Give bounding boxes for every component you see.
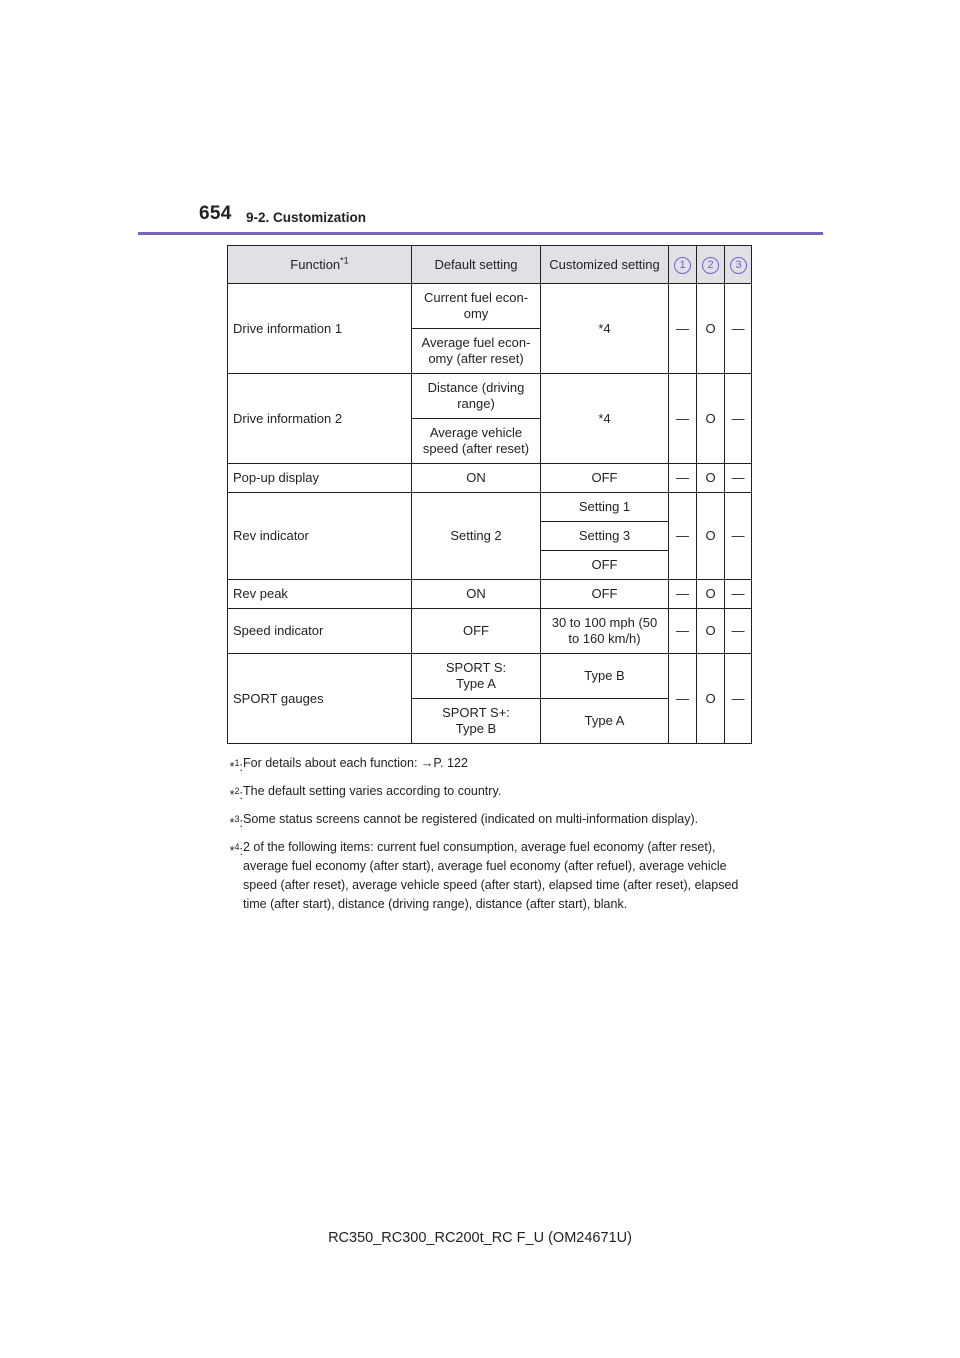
default-cell: ON [412, 464, 541, 493]
default-cell: Current fuel econ- omy [412, 284, 541, 329]
method-3-cell: — [725, 609, 752, 654]
function-cell: Rev peak [228, 580, 412, 609]
table-row [228, 654, 752, 699]
default-cell: Setting 2 [412, 493, 541, 580]
function-cell: SPORT gauges [228, 654, 412, 744]
table-row [228, 464, 752, 493]
method-2-cell: O [697, 284, 725, 374]
customized-cell: OFF [541, 580, 669, 609]
default-cell: Average vehicle speed (after reset) [412, 419, 541, 464]
footnotes [207, 754, 752, 919]
method-2-cell: O [697, 493, 725, 580]
function-cell: Drive information 1 [228, 284, 412, 374]
method-3-cell: — [725, 580, 752, 609]
method-1-cell: — [669, 374, 697, 464]
default-cell: OFF [412, 609, 541, 654]
method-2-header [697, 246, 725, 284]
table-row [228, 284, 752, 329]
customized-cell: Setting 3 [541, 522, 669, 551]
number-3-icon: 3 [730, 257, 747, 274]
footnote-mark: *$^4$: [229, 842, 243, 859]
method-1-cell: — [669, 284, 697, 374]
method-1-cell: — [669, 609, 697, 654]
method-3-header [725, 246, 752, 284]
customized-cell: OFF [541, 551, 669, 580]
method-3-cell: — [725, 284, 752, 374]
customized-cell: OFF [541, 464, 669, 493]
number-2-icon: 2 [702, 257, 719, 274]
method-1-cell: — [669, 580, 697, 609]
number-1-icon: 1 [674, 257, 691, 274]
footnote-text: 2 of the following items: current fuel consumption, average fuel economy (after reset), average fuel economy (after start), average fuel economy (after refuel), average vehicle speed (after reset), average vehicle speed (after start), elapsed time (after reset), elapsed time (after start), distance (driving range), distance (after start), blank. [243, 840, 739, 912]
method-2-cell: O [697, 609, 725, 654]
method-1-header [669, 246, 697, 284]
footnote-text: Some status screens cannot be registered (indicated on multi-information display). [243, 812, 699, 827]
method-2-cell: O [697, 654, 725, 744]
customized-cell: 30 to 100 mph (50 to 160 km/h) [541, 609, 669, 654]
section-title: 9-2. Customization [246, 210, 367, 225]
method-3-cell: — [725, 654, 752, 744]
function-cell: Pop-up display [228, 464, 412, 493]
method-3-cell: — [725, 374, 752, 464]
footnote [207, 810, 752, 833]
method-2-cell: O [697, 464, 725, 493]
method-2-cell: O [697, 374, 725, 464]
table-row [228, 493, 752, 522]
customized-cell: *4 [541, 284, 669, 374]
method-2-cell: O [697, 580, 725, 609]
customized-cell: Type B [541, 654, 669, 699]
table-row [228, 580, 752, 609]
function-cell: Speed indicator [228, 609, 412, 654]
customization-table [227, 245, 752, 744]
footnote-mark: *$^2$: [229, 786, 243, 803]
header-rule [138, 232, 823, 235]
default-cell: ON [412, 580, 541, 609]
customized-cell: Setting 1 [541, 493, 669, 522]
method-3-cell: — [725, 464, 752, 493]
default-cell: SPORT S+: Type B [412, 699, 541, 744]
method-1-cell: — [669, 493, 697, 580]
footnote [207, 782, 752, 805]
footnote-text: For details about each function: →P. 122 [243, 756, 468, 770]
customized-cell: Type A [541, 699, 669, 744]
function-header: Function$^{*1}$ [228, 246, 412, 284]
default-setting-header: Default setting [412, 246, 541, 284]
footnote [207, 754, 752, 777]
function-cell: Rev indicator [228, 493, 412, 580]
footnote [207, 838, 752, 914]
customized-setting-header: Customized setting [541, 246, 669, 284]
customized-cell: *4 [541, 374, 669, 464]
default-cell: Average fuel econ- omy (after reset) [412, 329, 541, 374]
method-3-cell: — [725, 493, 752, 580]
table-row [228, 609, 752, 654]
document-footer: RC350_RC300_RC200t_RC F_U (OM24671U) [328, 1230, 632, 1246]
function-cell: Drive information 2 [228, 374, 412, 464]
table-row [228, 374, 752, 419]
default-cell: Distance (driving range) [412, 374, 541, 419]
method-1-cell: — [669, 464, 697, 493]
footnote-mark: *$^3$: [229, 814, 243, 831]
footnote-text: The default setting varies according to country. [243, 784, 502, 799]
footnote-mark: *$^1$: [229, 758, 243, 775]
method-1-cell: — [669, 654, 697, 744]
table-header-row [228, 246, 752, 284]
default-cell: SPORT S: Type A [412, 654, 541, 699]
page-number: 654 [199, 203, 232, 224]
